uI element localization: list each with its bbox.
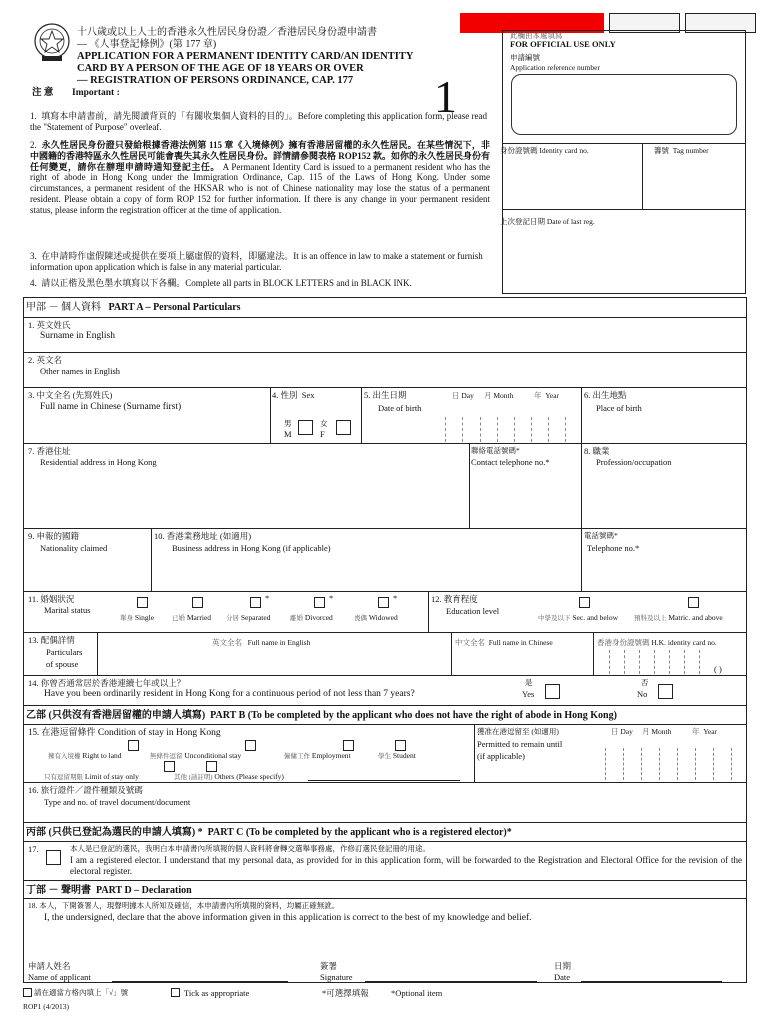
field-10-label-zh: 10. 香港業務地址 (如適用) (154, 531, 252, 541)
official-idno-label: 身份證號碼 Identity card no. (500, 146, 589, 155)
signature-label-en: Signature (320, 972, 353, 982)
others-specify-line[interactable] (308, 780, 460, 781)
note-1: 1. 填寫本申請書前，請先閱讀背頁的「有關收集個人資料的目的」。Before completing this application form, please read the "Statement of Purpose" overleaf. (30, 111, 487, 132)
chinese-name-field[interactable] (24, 388, 269, 443)
limit-of-stay-label: 只有逗留期限 Limit of stay only (44, 772, 139, 781)
field-13-label-en1: Particulars (46, 647, 83, 657)
permit-label-en2: (if applicable) (477, 751, 525, 761)
male-label-en: M (284, 429, 292, 439)
yes-label-en: Yes (522, 689, 535, 699)
dob-year-label: 年 Year (534, 391, 560, 400)
app-ref-english: Application reference number (510, 63, 600, 72)
widowed-optional-star: * (393, 593, 398, 603)
widowed-label: 喪偶 Widowed (354, 613, 398, 622)
note-3: 3. 在申請時作虛假陳述或提供在要項上屬虛假的資料，即屬違法。It is an offence in law to make a statement or furnish information upon application which is false in any material particular. (30, 251, 483, 272)
date-label-en: Date (554, 972, 571, 982)
field-14-label-zh: 14. 你曾否通常居於香港連續七年或以上？ (28, 678, 186, 688)
elector-text-zh: 本人是已登記的選民，我明白本申請書內所填報的個人資料將會轉交選舉事務處，作修訂選民登記冊的用途。 (70, 844, 430, 853)
elector-text-en: I am a registered elector. I understand that my personal data, as provided for in this application form, will be forwarded to the Registration and Electoral Office for the revision of the electoral register. (70, 855, 742, 876)
spouse-english-name-field[interactable] (98, 650, 450, 674)
part-a-header: 甲部 － 個人資料 PART A – Personal Particulars (26, 302, 241, 313)
field-2-label-zh: 2. 英文名 (28, 355, 63, 365)
optional-legend-en: *Optional item (391, 988, 443, 998)
note-2: 2. 永久性居民身份證只發給根據香港法例第 115 章《入境條例》擁有香港居留權的永久性居民。在某些情況下，非中國籍的香港特區永久性居民可能會喪失其永久性居民身份。詳情請參閱表格 ROP152 款。如你的永久性居民身份有任何變更，請你在辦理申請時通知登記主任。 A Permanent Identity Card is issued to a permanent resident who has the right of abode in Hong Kong under the Immigration Ordinance, Cap. 115 of the Laws of Hong Kong. Under some circumstances, a permanent resident of the HKSAR who is not of Chinese nationality may lose the status of a permanent resident. Please obtain a copy of form ROP 152 for further information. If there is any change in your permanent resident status, please inform the registration officer at the time of application. (30, 140, 491, 215)
tel-label-en: Telephone no.* (587, 543, 640, 553)
field-9-label-zh: 9. 申報的國籍 (28, 531, 80, 541)
official-lastreg-label: 上次登記日期 Date of last reg. (500, 217, 595, 226)
spouse-chinese-name-field[interactable] (452, 650, 592, 674)
field-11-label-en: Marital status (44, 605, 91, 615)
male-checkbox[interactable] (298, 420, 313, 435)
field-12-label-zh: 12. 教育程度 (431, 594, 478, 604)
tick-legend-box-en (171, 988, 180, 997)
secondary-label: 中學及以下 Sec. and below (538, 613, 618, 622)
student-checkbox[interactable] (395, 740, 406, 751)
title-chinese-ordinance: — 《人事登記條例》(第 177 章) (77, 39, 217, 50)
dob-month-label: 月 Month (484, 391, 514, 400)
residential-address-field[interactable] (24, 444, 468, 528)
field-15-label: 15. 在港逗留條件 Condition of stay in Hong Kong (28, 727, 221, 738)
divorced-checkbox[interactable] (314, 597, 325, 608)
field-5-label-zh: 5. 出生日期 (364, 390, 407, 400)
field-6-label-en: Place of birth (596, 403, 642, 413)
right-to-land-label: 擁有入境權 Right to land (48, 751, 122, 760)
signature-label-zh: 簽署 (320, 961, 338, 971)
field-3-label-en: Full name in Chinese (Surname first) (40, 402, 182, 412)
field-13-label-en2: of spouse (46, 659, 79, 669)
right-to-land-checkbox[interactable] (128, 740, 139, 751)
resident-7yrs-no-checkbox[interactable] (658, 684, 673, 699)
part-d-header: 丁部 － 聲明書 PART D – Declaration (26, 885, 192, 896)
optional-legend-zh: *可選擇填報 (322, 988, 369, 998)
field-1-label-en: Surname in English (40, 331, 115, 341)
married-label: 已婚 Married (172, 613, 212, 622)
secondary-checkbox[interactable] (579, 597, 590, 608)
place-of-birth-field[interactable] (582, 388, 746, 443)
others-checkbox[interactable] (206, 761, 217, 772)
field-16-label-zh: 16. 旅行證件／證件種類及號碼 (28, 785, 143, 795)
unconditional-stay-label: 無條件逗留 Unconditional stay (150, 751, 242, 760)
resident-7yrs-yes-checkbox[interactable] (545, 684, 560, 699)
field-5-label-en: Date of birth (378, 403, 422, 413)
id-check-digit-parens: ( ) (714, 664, 722, 674)
signature-line[interactable] (365, 981, 537, 982)
applicant-name-label-zh: 申請人姓名 (28, 961, 71, 971)
app-ref-chinese: 申請編號 (510, 53, 540, 62)
dob-day-label: 日 Day (452, 391, 474, 400)
single-label: 單身 Single (120, 613, 155, 622)
field-3-label-zh: 3. 中文全名 (先寫姓氏) (28, 390, 113, 400)
field-8-label-zh: 8. 職業 (584, 446, 610, 456)
nationality-field[interactable] (24, 555, 150, 590)
official-use-title: FOR OFFICIAL USE ONLY (510, 39, 616, 49)
female-checkbox[interactable] (336, 420, 351, 435)
field-1-label-zh: 1. 英文姓氏 (28, 320, 71, 330)
business-address-field[interactable] (152, 555, 580, 590)
spouse-id-card-field[interactable] (594, 650, 746, 674)
field-12-label-en: Education level (446, 606, 500, 616)
spouse-id-label: 香港身份證號碼 H.K. identity card no. (597, 638, 717, 647)
no-label-zh: 否 (641, 678, 649, 687)
field-2-label-en: Other names in English (40, 366, 121, 376)
applicant-name-label-en: Name of applicant (28, 972, 91, 982)
female-label-zh: 女 (320, 419, 328, 428)
permit-year-label: 年 Year (692, 727, 718, 736)
field-14-label-en: Have you been ordinarily resident in Hong Kong for a continuous period of not less than 7 years? (44, 689, 415, 699)
travel-document-field[interactable] (24, 808, 746, 821)
business-telephone-field[interactable] (582, 555, 746, 590)
matric-checkbox[interactable] (688, 597, 699, 608)
field-6-label-zh: 6. 出生地點 (584, 390, 627, 400)
student-label: 學生 Student (378, 751, 416, 760)
permit-label-en1: Permitted to remain until (477, 739, 563, 749)
part-c-header: 丙部 (只供已登記為選民的申請人填寫) * PART C (To be completed by the applicant who is a registered elector)* (26, 827, 512, 838)
title-english-line1: APPLICATION FOR A PERMANENT IDENTITY CARD/AN IDENTITY (77, 51, 414, 62)
field-17-number: 17. (28, 844, 39, 854)
app-ref-box[interactable] (511, 74, 737, 135)
field-9-label-en: Nationality claimed (40, 543, 108, 553)
official-top-chinese: 此欄由本處填寫 (510, 31, 563, 40)
divorced-label: 離婚 Divorced (290, 613, 333, 622)
field-11-label-zh: 11. 婚姻狀況 (28, 594, 75, 604)
separated-checkbox[interactable] (250, 597, 261, 608)
official-tag-label: 籌號 Tag number (654, 146, 709, 155)
others-label: 其他 (請註明) Others (Please specify) (174, 772, 284, 781)
important-english: Important : (72, 88, 120, 98)
field-13-label-zh: 13. 配偶詳情 (28, 635, 75, 645)
field-4-label: 4. 性別 Sex (272, 390, 315, 400)
date-of-birth-field[interactable] (440, 413, 580, 442)
permit-label-zh: 獲准在港逗留至 (如適用) (477, 727, 559, 736)
date-label-zh: 日期 (554, 961, 572, 971)
yes-label-zh: 是 (525, 678, 533, 687)
permit-day-label: 日 Day (611, 727, 633, 736)
field-16-label-en: Type and no. of travel document/document (44, 797, 191, 807)
other-names-english-field[interactable] (24, 353, 746, 386)
field-7-label-en: Residential address in Hong Kong (40, 457, 157, 467)
applicant-name-line[interactable] (112, 981, 288, 982)
male-label-zh: 男 (284, 419, 292, 428)
unconditional-stay-checkbox[interactable] (245, 740, 256, 751)
field-18-label-en: I, the undersigned, declare that the above information given in this application is correct to the best of my knowledge and belief. (44, 913, 532, 923)
employment-checkbox[interactable] (343, 740, 354, 751)
title-english-line2: CARD BY A PERSON OF THE AGE OF 18 YEARS OR OVER (77, 63, 364, 74)
tick-legend-box-zh (23, 988, 32, 997)
profession-field[interactable] (582, 470, 746, 527)
field-7-label-zh: 7. 香港住址 (28, 446, 71, 456)
single-checkbox[interactable] (137, 597, 148, 608)
tick-legend-en: Tick as appropriate (184, 988, 250, 998)
field-10-label-en: Business address in Hong Kong (if applicable) (172, 543, 331, 553)
matric-label: 預科及以上 Matric. and above (634, 613, 723, 622)
no-label-en: No (637, 689, 648, 699)
date-line[interactable] (581, 981, 722, 982)
divorced-optional-star: * (329, 593, 334, 603)
hksar-emblem (33, 22, 71, 62)
form-number: ROP1 (4/2013) (23, 1002, 70, 1011)
title-chinese: 十八歲或以上人士的香港永久性居民身份證／香港居民身份證申請書 (77, 27, 377, 38)
title-english-line3: — REGISTRATION OF PERSONS ORDINANCE, CAP. 177 (77, 75, 354, 86)
tick-legend-zh: 請在適當方格內填上「√」號 (34, 988, 129, 997)
note-4: 4. 請以正楷及黑色墨水填寫以下各欄。Complete all parts in BLOCK LETTERS and in BLACK INK. (30, 278, 412, 288)
contact-tel-label-en: Contact telephone no.* (471, 457, 550, 467)
field-8-label-en: Profession/occupation (596, 457, 672, 467)
tel-label-zh: 電話號碼* (584, 531, 618, 540)
separated-label: 分居 Separated (226, 613, 271, 622)
widowed-checkbox[interactable] (378, 597, 389, 608)
permit-month-label: 月 Month (642, 727, 672, 736)
female-label-en: F (320, 429, 325, 439)
spouse-en-name-label: 英文全名 Full name in English (212, 638, 311, 647)
limit-of-stay-checkbox[interactable] (164, 761, 175, 772)
contact-telephone-field[interactable] (470, 470, 580, 527)
registered-elector-checkbox[interactable] (46, 850, 61, 865)
married-checkbox[interactable] (192, 597, 203, 608)
page-number: 1 (434, 71, 457, 122)
part-b-header: 乙部 (只供沒有香港居留權的申請人填寫) PART B (To be completed by the applicant who does not have the right of abode in Hong Kong) (26, 710, 617, 721)
spouse-cn-name-label: 中文全名 Full name in Chinese (455, 638, 553, 647)
important-chinese: 注 意 (32, 88, 54, 98)
surname-english-field[interactable] (24, 318, 746, 351)
permitted-until-field[interactable] (598, 745, 746, 781)
field-18-label-zh: 18. 本人，下開簽署人，現聲明據本人所知及確信，本申請書內所填報的資料，均屬正確無訛。 (28, 901, 340, 910)
contact-tel-label-zh: 聯絡電話號碼* (471, 446, 520, 455)
employment-label: 僱傭工作 Employment (284, 751, 351, 760)
separated-optional-star: * (265, 593, 270, 603)
